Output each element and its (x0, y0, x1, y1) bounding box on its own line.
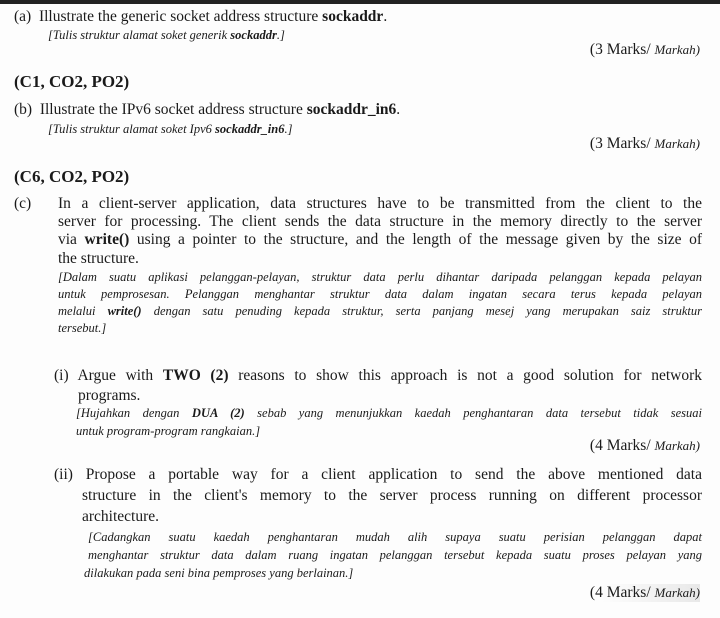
question-a-text: Illustrate the generic socket address structure (38, 8, 319, 25)
question-c-i-malay-2: untuk program-program rangkaian.] (76, 424, 261, 438)
question-b-marks (590, 135, 700, 153)
question-a-marks-en: (3 Marks/ (589, 41, 651, 58)
question-b-text: Illustrate the IPv6 socket address structure (39, 101, 303, 118)
question-c-ii-malay-3: dilakukan pada seni bina pemproses yang berlainan.] (84, 566, 354, 580)
question-b-malay-end: .] (284, 122, 293, 136)
question-b-marks-ms: Markah) (654, 136, 700, 151)
question-c-i-marks-ms: Markah) (654, 438, 700, 453)
question-c-ii-marks-en: (4 Marks/ (589, 584, 651, 601)
question-c-ii-marks-ms: Markah) (654, 585, 700, 600)
question-a-marks (590, 41, 700, 59)
question-b-term: sockaddr_in6 (306, 101, 397, 118)
question-c-ii-line-2: structure in the client's memory to the server process running on different processor (82, 487, 702, 504)
question-c-malay-2: untuk pemprosesan. Pelanggan menghantar struktur data dalam ingatan secara terus kepada pelayan (58, 287, 702, 301)
question-c-malay-1: [Dalam suatu aplikasi pelanggan-pelayan, struktur data perlu dihantar daripada pelanggan kepada pelayan (58, 270, 702, 284)
question-c-line-3-pre: via (58, 231, 77, 248)
question-c-ii-line-1: Propose a portable way for a client application to send the above mentioned data (85, 466, 702, 483)
question-b-end: . (396, 101, 401, 118)
course-outcome-1: (C1, CO2, PO2) (14, 72, 130, 91)
question-b-malay-term: sockaddr_in6 (215, 122, 285, 136)
question-b-malay-text: [Tulis struktur alamat soket Ipv6 (48, 122, 216, 136)
question-c-i-malay-post: sebab yang menunjukkan kaedah penghantaran data tersebut tidak sesuai (257, 406, 703, 420)
question-a-malay-term: sockaddr (230, 28, 277, 42)
question-a-malay-text: [Tulis struktur alamat soket generik (48, 28, 231, 42)
question-c-i-pre: Argue with (77, 367, 154, 384)
question-c-ii-marks (560, 584, 700, 602)
question-c-i-malay-emph: DUA (2) (191, 406, 245, 420)
question-c-i (54, 367, 702, 385)
question-c-i-line-2: programs. (78, 387, 141, 404)
question-c-malay-3-pre: melalui (58, 304, 96, 318)
question-a (14, 8, 387, 26)
question-c-line-4: the structure. (58, 250, 139, 267)
question-c-i-malay-pre: [Hujahkan dengan (76, 406, 180, 420)
question-a-end: . (383, 8, 388, 25)
question-c-malay-3 (58, 304, 702, 319)
question-c-line-1: In a client-server application, data structures have to be transmitted from the client to the (58, 195, 702, 212)
question-a-marks-ms: Markah) (654, 42, 700, 57)
question-c-line-3-post: using a pointer to the structure, and the length of the message given by the size of (136, 231, 703, 248)
question-b-label: (b) (14, 101, 33, 118)
question-a-malay (48, 28, 285, 43)
question-c-i-emph: TWO (2) (162, 367, 229, 384)
question-c-label: (c) (14, 195, 32, 212)
question-b (14, 101, 400, 119)
question-b-marks-en: (3 Marks/ (589, 135, 651, 152)
question-c-ii-label: (ii) (54, 466, 73, 483)
top-border (0, 0, 720, 4)
question-c-ii (54, 466, 702, 484)
question-c-line-2: server for processing. The client sends the data structure in the memory directly to the server (58, 213, 702, 230)
question-c-line-3 (58, 231, 702, 249)
course-outcome-2: (C6, CO2, PO2) (14, 167, 130, 186)
question-c-i-malay-1 (76, 406, 702, 421)
question-a-term: sockaddr (322, 8, 384, 25)
question-c-i-marks-en: (4 Marks/ (589, 437, 651, 454)
question-c-ii-malay-2: menghantar struktur data dalam ruang ingatan pelanggan tersebut kepada suatu proses pelayan yang (88, 548, 702, 562)
question-c-i-label: (i) (54, 367, 69, 384)
question-c-ii-malay-1: [Cadangkan suatu kaedah penghantaran mudah alih supaya suatu perisian pelanggan dapat (88, 530, 702, 544)
question-c-write-term: write() (84, 231, 130, 248)
question-c-malay-write-term: write() (107, 304, 142, 318)
question-c-malay-4: tersebut.] (58, 321, 107, 335)
question-c-i-post: reasons to show this approach is not a good solution for network (238, 367, 703, 384)
question-a-malay-end: .] (276, 28, 285, 42)
question-c-ii-line-3: architecture. (82, 508, 160, 525)
question-c-i-marks (590, 437, 700, 455)
question-b-malay (48, 122, 292, 137)
question-c-malay-3-post: dengan satu penuding kepada struktur, serta panjang mesej yang merupakan saiz struktur (153, 304, 703, 318)
question-a-label: (a) (14, 8, 32, 25)
